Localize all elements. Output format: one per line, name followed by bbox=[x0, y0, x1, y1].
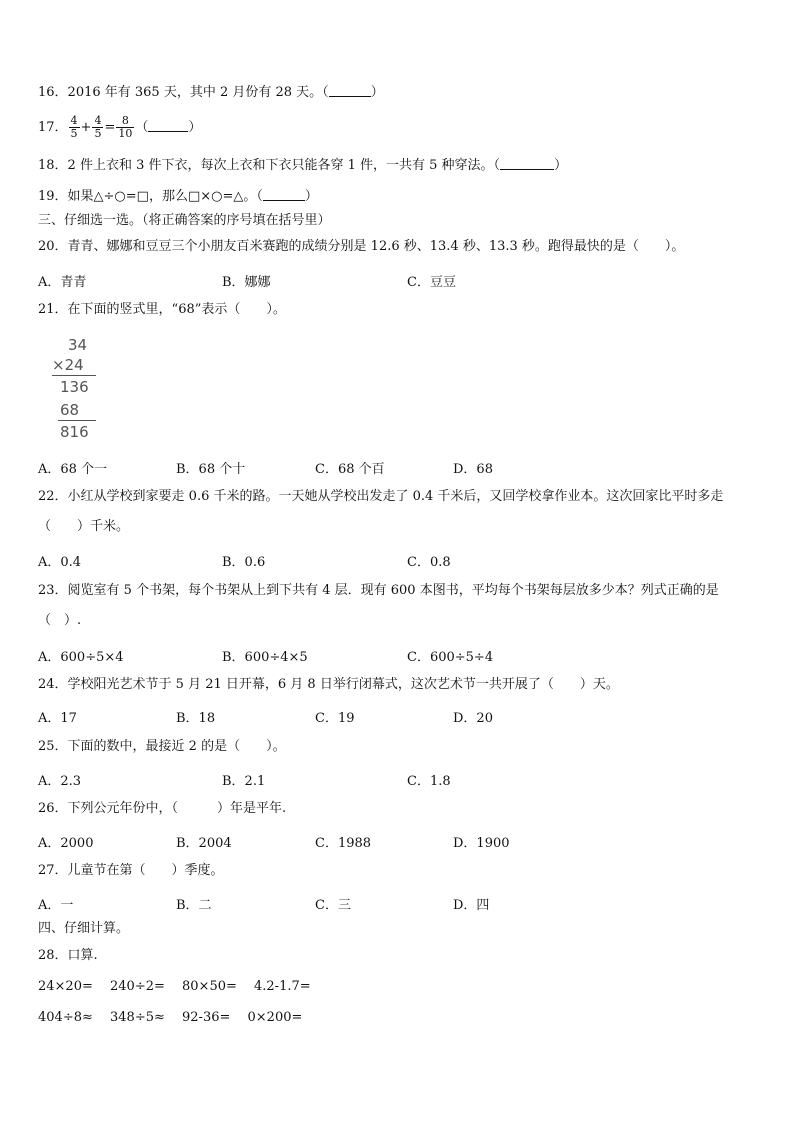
vertical-multiplication: 34 ×24 136 68 816 bbox=[52, 336, 142, 444]
question-19: 19．如果△÷○=□，那么□×○=△。（ ） bbox=[38, 189, 318, 204]
question-19-text: 19．如果△÷○=□，那么□×○=△。（ bbox=[38, 189, 263, 204]
option-c[interactable]: C．三 bbox=[315, 898, 351, 913]
fraction: $\frac{8}{10}$ bbox=[118, 114, 133, 140]
option-a[interactable]: A．0.4 bbox=[38, 555, 82, 570]
answer-blank-19[interactable] bbox=[263, 188, 305, 201]
question-22: 22．小红从学校到家要走 0.6 千米的路。一天她从学校出发走了 0.4 千米后，又回学校拿作业本。这次回家比平时多走（ ）千米。 bbox=[38, 489, 724, 534]
option-a[interactable]: A．600÷5×4 bbox=[38, 650, 124, 665]
option-a[interactable]: A．17 bbox=[38, 711, 77, 726]
option-a[interactable]: A．一 bbox=[38, 898, 74, 913]
fraction: $\frac{4}{5}$ bbox=[94, 114, 102, 140]
option-c[interactable]: C．19 bbox=[315, 711, 355, 726]
option-b[interactable]: B．68 个十 bbox=[176, 462, 246, 477]
option-c[interactable]: C．0.8 bbox=[407, 555, 451, 570]
option-c[interactable]: C．600÷5÷4 bbox=[407, 650, 494, 665]
question-23: 23．阅览室有 5 个书架，每个书架从上到下共有 4 层．现有 600 本图书，平均每个书架每层放多少本？列式正确的是（ ）. bbox=[38, 583, 719, 628]
option-c[interactable]: C．68 个百 bbox=[315, 462, 385, 477]
option-b[interactable]: B．600÷4×5 bbox=[222, 650, 308, 665]
question-21: 21．在下面的竖式里，“68”表示（ ）。 bbox=[38, 302, 286, 317]
option-b[interactable]: B．2004 bbox=[176, 836, 232, 851]
question-28: 28．口算. bbox=[38, 948, 98, 963]
option-d[interactable]: D．20 bbox=[453, 711, 493, 726]
option-d[interactable]: D．四 bbox=[453, 898, 490, 913]
answer-blank-16[interactable] bbox=[329, 84, 371, 97]
question-25: 25．下面的数中，最接近 2 的是（ ）。 bbox=[38, 739, 286, 754]
question-24: 24．学校阳光艺术节于 5 月 21 日开幕，6 月 8 日举行闭幕式，这次艺术节一共开展了（ ）天。 bbox=[38, 677, 619, 692]
option-d[interactable]: D．68 bbox=[453, 462, 493, 477]
option-c[interactable]: C．1988 bbox=[315, 836, 372, 851]
question-16: 16．2016 年有 365 天，其中 2 月份有 28 天。（ ） bbox=[38, 85, 384, 100]
question-18-text: 18．2 件上衣和 3 件下衣，每次上衣和下衣只能各穿 1 件，一共有 5 种穿法。（ bbox=[38, 158, 501, 173]
question-20: 20．青青、娜娜和豆豆三个小朋友百米赛跑的成绩分别是 12.6 秒、13.4 秒、13.3 秒。跑得最快的是（ ）。 bbox=[38, 239, 685, 254]
option-a[interactable]: A．68 个一 bbox=[38, 462, 108, 477]
option-b[interactable]: B．18 bbox=[176, 711, 216, 726]
section-4-heading: 四、仔细计算。 bbox=[38, 921, 130, 936]
option-b[interactable]: B．娜娜 bbox=[222, 275, 271, 290]
option-c[interactable]: C．1.8 bbox=[407, 774, 451, 789]
option-b[interactable]: B．二 bbox=[176, 898, 212, 913]
question-18: 18．2 件上衣和 3 件下衣，每次上衣和下衣只能各穿 1 件，一共有 5 种穿法。（ ） bbox=[38, 158, 568, 173]
option-a[interactable]: A．2000 bbox=[38, 836, 94, 851]
answer-blank-17[interactable] bbox=[148, 119, 188, 132]
calc-rule bbox=[52, 375, 96, 376]
answer-blank-18[interactable] bbox=[500, 157, 554, 170]
question-16-text: 16．2016 年有 365 天，其中 2 月份有 28 天。（ bbox=[38, 85, 329, 100]
question-26: 26．下列公元年份中，（ ）年是平年. bbox=[38, 801, 287, 816]
option-a[interactable]: A．青青 bbox=[38, 275, 87, 290]
section-3-heading: 三、仔细选一选。（将正确答案的序号填在括号里） bbox=[38, 213, 331, 228]
option-d[interactable]: D．1900 bbox=[453, 836, 510, 851]
option-b[interactable]: B．0.6 bbox=[222, 555, 266, 570]
option-b[interactable]: B．2.1 bbox=[222, 774, 266, 789]
calc-rule bbox=[58, 420, 96, 421]
question-27: 27．儿童节在第（ ）季度。 bbox=[38, 863, 224, 878]
fraction: $\frac{4}{5}$ bbox=[70, 114, 78, 140]
question-17: 17． $\frac{4}{5}$ + $\frac{4}{5}$ = $\frac{8}{10}$ （ ） bbox=[38, 114, 202, 140]
oral-calc-row-1: 24×20= 240÷2= 80×50= 4.2-1.7= bbox=[38, 979, 311, 994]
option-c[interactable]: C．豆豆 bbox=[407, 275, 456, 290]
option-a[interactable]: A．2.3 bbox=[38, 774, 82, 789]
oral-calc-row-2: 404÷8≈ 348÷5≈ 92-36= 0×200= bbox=[38, 1010, 303, 1025]
